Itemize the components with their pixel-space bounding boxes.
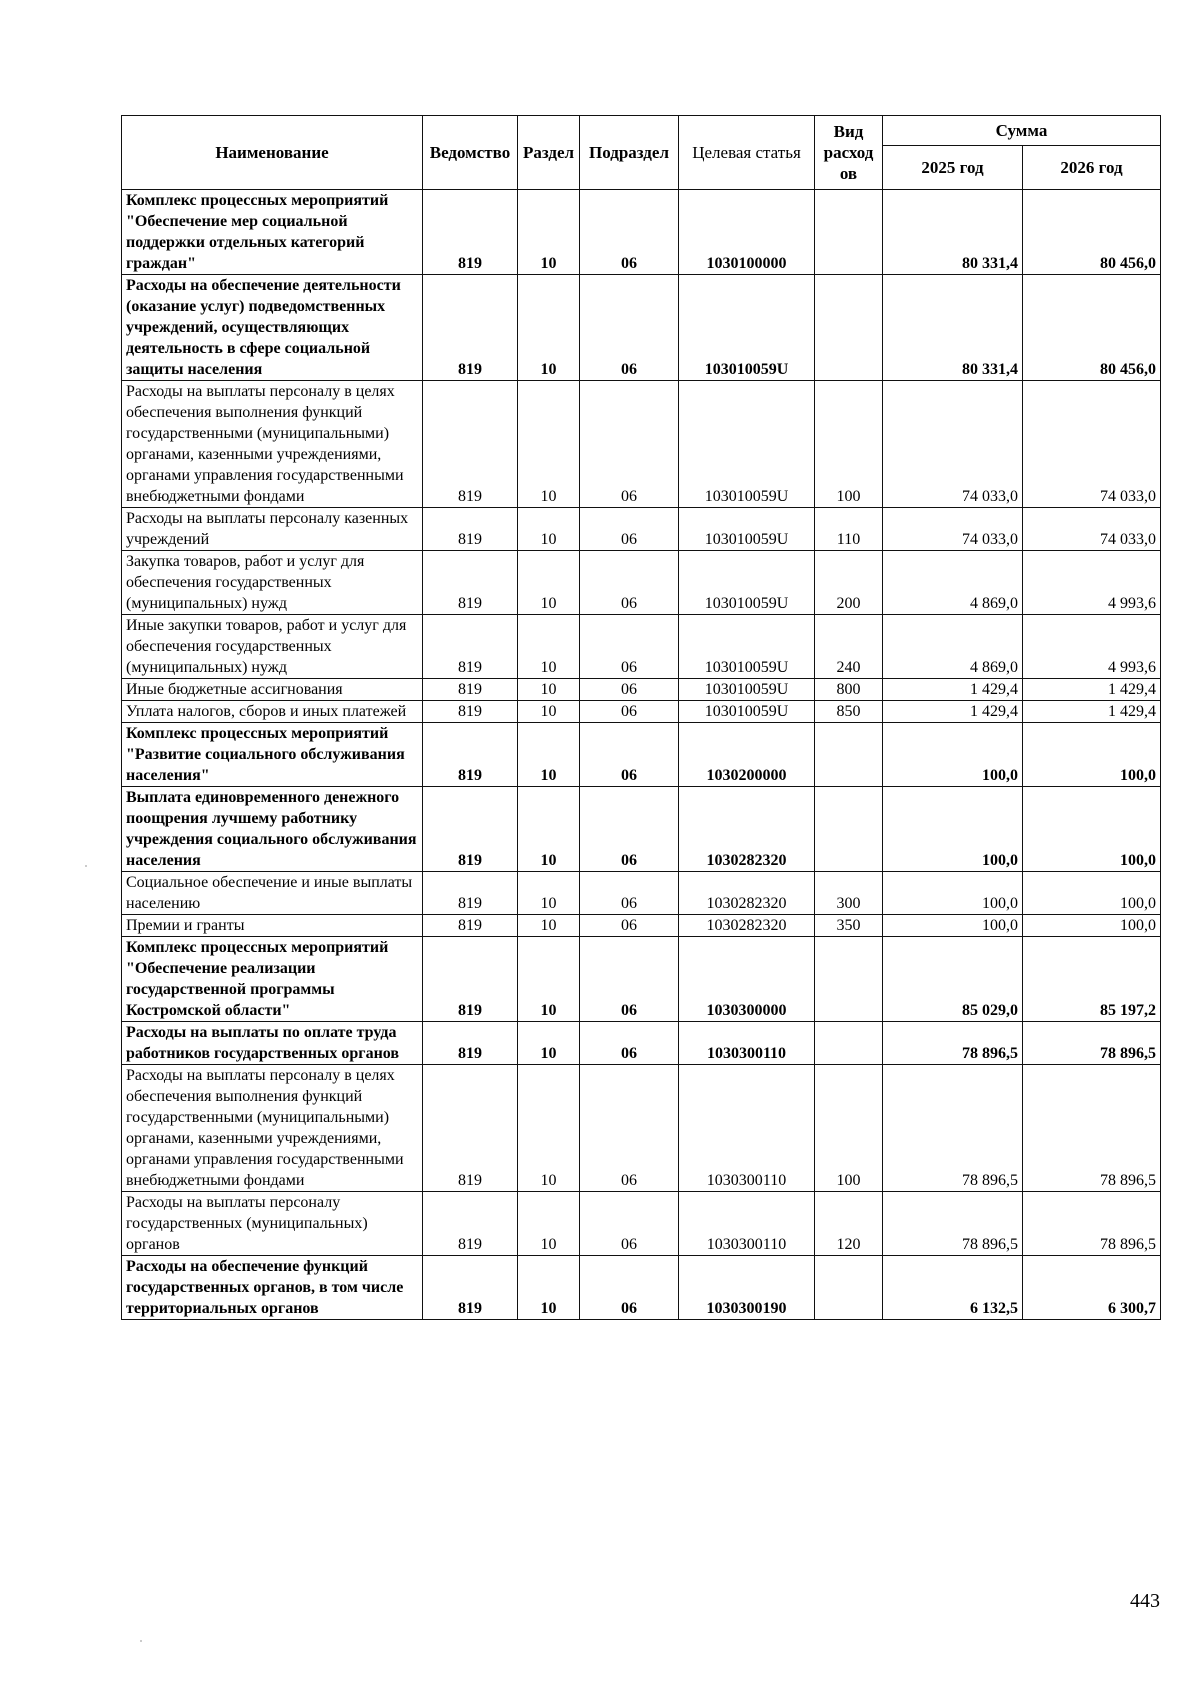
- row-target-article: 1030300110: [679, 1192, 815, 1256]
- row-department: 819: [423, 872, 518, 915]
- row-sum-2025: 80 331,4: [883, 275, 1023, 381]
- row-target-article: 103010059U: [679, 508, 815, 551]
- row-department: 819: [423, 1192, 518, 1256]
- header-department: Ведомство: [423, 116, 518, 190]
- row-target-article: 1030100000: [679, 190, 815, 275]
- row-department: 819: [423, 381, 518, 508]
- row-target-article: 103010059U: [679, 615, 815, 679]
- row-expense-type: 850: [815, 701, 883, 723]
- header-target-article: Целевая статья: [679, 116, 815, 190]
- row-expense-type: 240: [815, 615, 883, 679]
- row-section: 10: [518, 723, 580, 787]
- table-row: [122, 1065, 1161, 1192]
- row-name: Закупка товаров, работ и услуг для обеспечения государственных (муниципальных) нужд: [122, 551, 423, 615]
- scan-speck: [140, 1640, 142, 1642]
- row-name: Социальное обеспечение и иные выплаты населению: [122, 872, 423, 915]
- row-target-article: 1030300190: [679, 1256, 815, 1320]
- row-expense-type: [815, 787, 883, 872]
- row-section: 10: [518, 1065, 580, 1192]
- row-name: Расходы на обеспечение функций государственных органов, в том числе территориальных органов: [122, 1256, 423, 1320]
- header-year-2026: 2026 год: [1023, 146, 1161, 190]
- scan-speck: [85, 865, 87, 867]
- row-section: 10: [518, 615, 580, 679]
- row-name: Комплекс процессных мероприятий "Обеспечение реализации государственной программы Костромской области": [122, 937, 423, 1022]
- row-sum-2026: 74 033,0: [1023, 381, 1161, 508]
- budget-table: [121, 115, 1161, 1320]
- row-section: 10: [518, 1256, 580, 1320]
- row-sum-2026: 78 896,5: [1023, 1065, 1161, 1192]
- row-sum-2026: 80 456,0: [1023, 190, 1161, 275]
- table-row: [122, 275, 1161, 381]
- row-sum-2026: 78 896,5: [1023, 1022, 1161, 1065]
- row-target-article: 1030282320: [679, 915, 815, 937]
- row-subsection: 06: [580, 723, 679, 787]
- header-name: Наименование: [122, 116, 423, 190]
- row-sum-2026: 4 993,6: [1023, 615, 1161, 679]
- page-number: 443: [1130, 1590, 1160, 1612]
- row-expense-type: [815, 723, 883, 787]
- row-target-article: 1030300110: [679, 1022, 815, 1065]
- row-sum-2025: 80 331,4: [883, 190, 1023, 275]
- row-target-article: 1030300000: [679, 937, 815, 1022]
- row-subsection: 06: [580, 1065, 679, 1192]
- row-sum-2025: 100,0: [883, 915, 1023, 937]
- row-name: Расходы на обеспечение деятельности (оказание услуг) подведомственных учреждений, осуществляющих деятельность в сфере социальной защиты населения: [122, 275, 423, 381]
- table-row: [122, 1192, 1161, 1256]
- header-sum: Сумма: [883, 116, 1161, 146]
- row-department: 819: [423, 275, 518, 381]
- row-target-article: 103010059U: [679, 701, 815, 723]
- row-sum-2026: 85 197,2: [1023, 937, 1161, 1022]
- row-sum-2025: 74 033,0: [883, 381, 1023, 508]
- row-sum-2025: 1 429,4: [883, 701, 1023, 723]
- budget-table-sheet: [121, 115, 1160, 1320]
- row-subsection: 06: [580, 679, 679, 701]
- row-expense-type: 100: [815, 381, 883, 508]
- row-target-article: 103010059U: [679, 551, 815, 615]
- row-department: 819: [423, 701, 518, 723]
- table-row: [122, 679, 1161, 701]
- row-target-article: 103010059U: [679, 381, 815, 508]
- row-department: 819: [423, 190, 518, 275]
- row-section: 10: [518, 679, 580, 701]
- row-department: 819: [423, 508, 518, 551]
- row-department: 819: [423, 1256, 518, 1320]
- row-department: 819: [423, 787, 518, 872]
- row-section: 10: [518, 381, 580, 508]
- row-section: 10: [518, 872, 580, 915]
- row-section: 10: [518, 551, 580, 615]
- table-row: [122, 508, 1161, 551]
- row-department: 819: [423, 679, 518, 701]
- row-sum-2025: 85 029,0: [883, 937, 1023, 1022]
- row-target-article: 1030200000: [679, 723, 815, 787]
- row-target-article: 103010059U: [679, 679, 815, 701]
- row-name: Расходы на выплаты персоналу в целях обеспечения выполнения функций государственными (муниципальными) органами, казенными учреждениями, органами управления государственными внебюджетными фондами: [122, 381, 423, 508]
- row-sum-2025: 1 429,4: [883, 679, 1023, 701]
- row-subsection: 06: [580, 551, 679, 615]
- row-name: Комплекс процессных мероприятий "Обеспечение мер социальной поддержки отдельных категорий граждан": [122, 190, 423, 275]
- row-department: 819: [423, 723, 518, 787]
- row-sum-2026: 6 300,7: [1023, 1256, 1161, 1320]
- row-sum-2025: 74 033,0: [883, 508, 1023, 551]
- row-expense-type: [815, 1256, 883, 1320]
- row-expense-type: 800: [815, 679, 883, 701]
- row-sum-2026: 100,0: [1023, 872, 1161, 915]
- table-row: [122, 872, 1161, 915]
- table-row: [122, 723, 1161, 787]
- row-department: 819: [423, 937, 518, 1022]
- table-row: [122, 701, 1161, 723]
- row-section: 10: [518, 1022, 580, 1065]
- row-name: Расходы на выплаты персоналу государственных (муниципальных) органов: [122, 1192, 423, 1256]
- table-row: [122, 615, 1161, 679]
- table-row: [122, 551, 1161, 615]
- row-department: 819: [423, 615, 518, 679]
- row-sum-2025: 100,0: [883, 872, 1023, 915]
- row-name: Премии и гранты: [122, 915, 423, 937]
- row-expense-type: 120: [815, 1192, 883, 1256]
- row-expense-type: 350: [815, 915, 883, 937]
- row-department: 819: [423, 1022, 518, 1065]
- row-department: 819: [423, 551, 518, 615]
- row-expense-type: [815, 1022, 883, 1065]
- header-subsection: Подраздел: [580, 116, 679, 190]
- row-subsection: 06: [580, 872, 679, 915]
- table-row: [122, 1256, 1161, 1320]
- row-target-article: 1030282320: [679, 872, 815, 915]
- row-sum-2025: 78 896,5: [883, 1065, 1023, 1192]
- row-sum-2025: 78 896,5: [883, 1192, 1023, 1256]
- row-name: Расходы на выплаты персоналу казенных учреждений: [122, 508, 423, 551]
- row-sum-2025: 4 869,0: [883, 615, 1023, 679]
- row-sum-2025: 100,0: [883, 787, 1023, 872]
- table-row: [122, 381, 1161, 508]
- row-name: Иные бюджетные ассигнования: [122, 679, 423, 701]
- row-section: 10: [518, 508, 580, 551]
- row-name: Расходы на выплаты персоналу в целях обеспечения выполнения функций государственными (муниципальными) органами, казенными учреждениями, органами управления государственными внебюджетными фондами: [122, 1065, 423, 1192]
- row-subsection: 06: [580, 915, 679, 937]
- row-section: 10: [518, 701, 580, 723]
- row-department: 819: [423, 915, 518, 937]
- row-section: 10: [518, 190, 580, 275]
- row-sum-2026: 1 429,4: [1023, 701, 1161, 723]
- row-sum-2025: 6 132,5: [883, 1256, 1023, 1320]
- row-subsection: 06: [580, 381, 679, 508]
- row-name: Иные закупки товаров, работ и услуг для обеспечения государственных (муниципальных) нужд: [122, 615, 423, 679]
- row-name: Расходы на выплаты по оплате труда работников государственных органов: [122, 1022, 423, 1065]
- row-sum-2026: 1 429,4: [1023, 679, 1161, 701]
- row-expense-type: [815, 190, 883, 275]
- row-expense-type: 300: [815, 872, 883, 915]
- row-subsection: 06: [580, 787, 679, 872]
- row-subsection: 06: [580, 275, 679, 381]
- row-expense-type: 110: [815, 508, 883, 551]
- table-row: [122, 937, 1161, 1022]
- row-name: Комплекс процессных мероприятий "Развитие социального обслуживания населения": [122, 723, 423, 787]
- table-body: [122, 190, 1161, 1320]
- row-subsection: 06: [580, 1022, 679, 1065]
- row-sum-2025: 4 869,0: [883, 551, 1023, 615]
- row-section: 10: [518, 1192, 580, 1256]
- row-department: 819: [423, 1065, 518, 1192]
- row-sum-2026: 100,0: [1023, 915, 1161, 937]
- row-sum-2026: 78 896,5: [1023, 1192, 1161, 1256]
- row-subsection: 06: [580, 190, 679, 275]
- row-sum-2026: 100,0: [1023, 787, 1161, 872]
- row-sum-2026: 4 993,6: [1023, 551, 1161, 615]
- row-target-article: 103010059U: [679, 275, 815, 381]
- row-section: 10: [518, 915, 580, 937]
- row-subsection: 06: [580, 701, 679, 723]
- row-name: Уплата налогов, сборов и иных платежей: [122, 701, 423, 723]
- row-target-article: 1030300110: [679, 1065, 815, 1192]
- row-sum-2026: 100,0: [1023, 723, 1161, 787]
- header-section: Раздел: [518, 116, 580, 190]
- row-section: 10: [518, 787, 580, 872]
- row-subsection: 06: [580, 1256, 679, 1320]
- row-expense-type: [815, 937, 883, 1022]
- row-subsection: 06: [580, 937, 679, 1022]
- row-subsection: 06: [580, 1192, 679, 1256]
- table-row: [122, 915, 1161, 937]
- table-row: [122, 1022, 1161, 1065]
- row-subsection: 06: [580, 615, 679, 679]
- table-row: [122, 787, 1161, 872]
- row-subsection: 06: [580, 508, 679, 551]
- header-expense-type: Вид расход ов: [815, 116, 883, 190]
- row-sum-2025: 78 896,5: [883, 1022, 1023, 1065]
- row-sum-2025: 100,0: [883, 723, 1023, 787]
- row-section: 10: [518, 275, 580, 381]
- row-sum-2026: 80 456,0: [1023, 275, 1161, 381]
- row-name: Выплата единовременного денежного поощрения лучшему работнику учреждения социального обслуживания населения: [122, 787, 423, 872]
- table-row: [122, 190, 1161, 275]
- row-sum-2026: 74 033,0: [1023, 508, 1161, 551]
- row-expense-type: 200: [815, 551, 883, 615]
- row-target-article: 1030282320: [679, 787, 815, 872]
- row-expense-type: [815, 275, 883, 381]
- header-year-2025: 2025 год: [883, 146, 1023, 190]
- row-section: 10: [518, 937, 580, 1022]
- row-expense-type: 100: [815, 1065, 883, 1192]
